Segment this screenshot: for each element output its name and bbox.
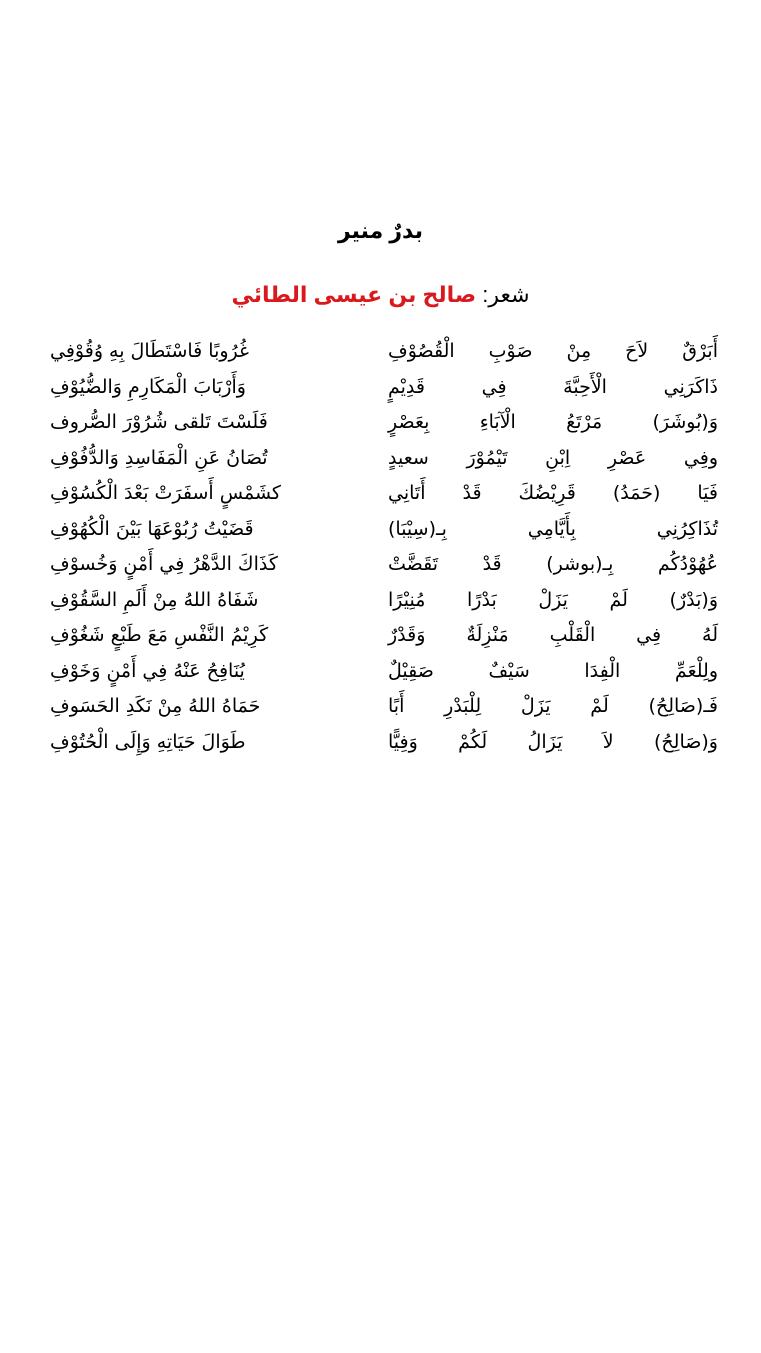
verse-9 bbox=[50, 618, 718, 654]
verse-first-hemistich: ذَاكَرَنِي الْأَحِبَّةَ فِي قَدِيْمٍ bbox=[388, 375, 718, 398]
verse-first-hemistich: فَيَا (حَمَدُ) قَرِيْضُكَ قَدْ أَتَانِي bbox=[388, 482, 718, 505]
verse-first-hemistich: ولِلْعَمِّ الْفِدَا سَيْفٌ صَقِيْلٌ bbox=[388, 659, 718, 682]
verse-first-hemistich: لَهُ فِي الْقَلْبِ مَنْزِلَةٌ وَقَدْرٌ bbox=[388, 624, 718, 647]
verse-second-hemistich: شَفَاهُ اللهُ مِنْ أَلَمِ السَّقُوْفِ bbox=[50, 588, 259, 611]
verse-second-hemistich: كَذَاكَ الدَّهْرُ فِي أَمْنٍ وَخُسوْفِ bbox=[50, 553, 278, 576]
verse-8 bbox=[50, 583, 718, 619]
verse-second-hemistich: تُصَانُ عَنِ الْمَفَاسِدِ وَالدُّفُوْفِ bbox=[50, 446, 268, 469]
verse-first-hemistich: فَـ(صَالِحُ) لَمْ يَزَلْ لِلْبَدْرِ أَبًا bbox=[388, 695, 718, 718]
poem-body bbox=[50, 334, 718, 760]
verse-second-hemistich: غُرُوبًا فَاسْتَطَالَ بِهِ وُقُوْفِي bbox=[50, 340, 249, 363]
verse-12 bbox=[50, 725, 718, 761]
poet-byline bbox=[0, 280, 761, 310]
verse-7 bbox=[50, 547, 718, 583]
verse-11 bbox=[50, 689, 718, 725]
poem-title: بدرٌ منير bbox=[337, 218, 423, 243]
verse-first-hemistich: وَ(بُوشَرَ) مَرْتَعُ الْآبَاءِ بِعَصْرٍ bbox=[388, 411, 718, 434]
verse-5 bbox=[50, 476, 718, 512]
verse-second-hemistich: حَمَاهُ اللهُ مِنْ نَكَدِ الحَسَوفِ bbox=[50, 695, 261, 718]
verse-6 bbox=[50, 512, 718, 548]
verse-first-hemistich: عُهُوْدُكُم بِـ(بوشر) قَدْ تَقَضَّتْ bbox=[388, 553, 718, 576]
verse-first-hemistich: وَ(بَدْرٌ) لَمْ يَزَلْ بَدْرًا مُنِيْرًا bbox=[388, 588, 718, 611]
verse-first-hemistich: تُذَاكِرُنِي بِأَيَّامِي بِـ(سِيْبَا) bbox=[388, 517, 718, 540]
verse-second-hemistich: فَلَسْتَ تَلقى شُرُوْرَ الصُّروف bbox=[50, 411, 268, 434]
verse-first-hemistich: أَبَرْقٌ لاَحَ مِنْ صَوْبِ الْقُصُوْفِ bbox=[388, 340, 718, 363]
verse-10 bbox=[50, 654, 718, 690]
verse-4 bbox=[50, 441, 718, 477]
verse-first-hemistich: وفِي عَصْرِ اِبْنِ تَيْمُوْرَ سعيدٍ bbox=[388, 446, 718, 469]
byline-label: شعر: bbox=[476, 282, 530, 307]
verse-2 bbox=[50, 370, 718, 406]
verse-1 bbox=[50, 334, 718, 370]
verse-second-hemistich: طَوَالَ حَيَاتِهِ وَإِلَى الْحُتُوْفِ bbox=[50, 730, 246, 753]
poet-name: صالح بن عيسى الطائي bbox=[231, 282, 477, 307]
verse-first-hemistich: وَ(صَالِحُ) لاَ يَزَالُ لَكُمْ وَفِيًّا bbox=[388, 730, 718, 753]
verse-second-hemistich: يُنَافِحُ عَنْهُ فِي أَمْنٍ وَخَوْفِ bbox=[50, 659, 245, 682]
verse-3 bbox=[50, 405, 718, 441]
verse-second-hemistich: وَأَرْبَابَ الْمَكَارِمِ وَالضُّيُوْفِ bbox=[50, 375, 246, 398]
verse-second-hemistich: قَضَيْتُ رُبُوْعَهَا بَيْنَ الْكُهُوْفِ bbox=[50, 517, 254, 540]
verse-second-hemistich: كَرِيْمُ النَّفْسِ مَعَ طَبْعٍ شَغُوْفِ bbox=[50, 624, 269, 647]
verse-second-hemistich: كشَمْسٍ أَسفَرَتْ بَعْدَ الْكُسُوْفِ bbox=[50, 482, 281, 505]
